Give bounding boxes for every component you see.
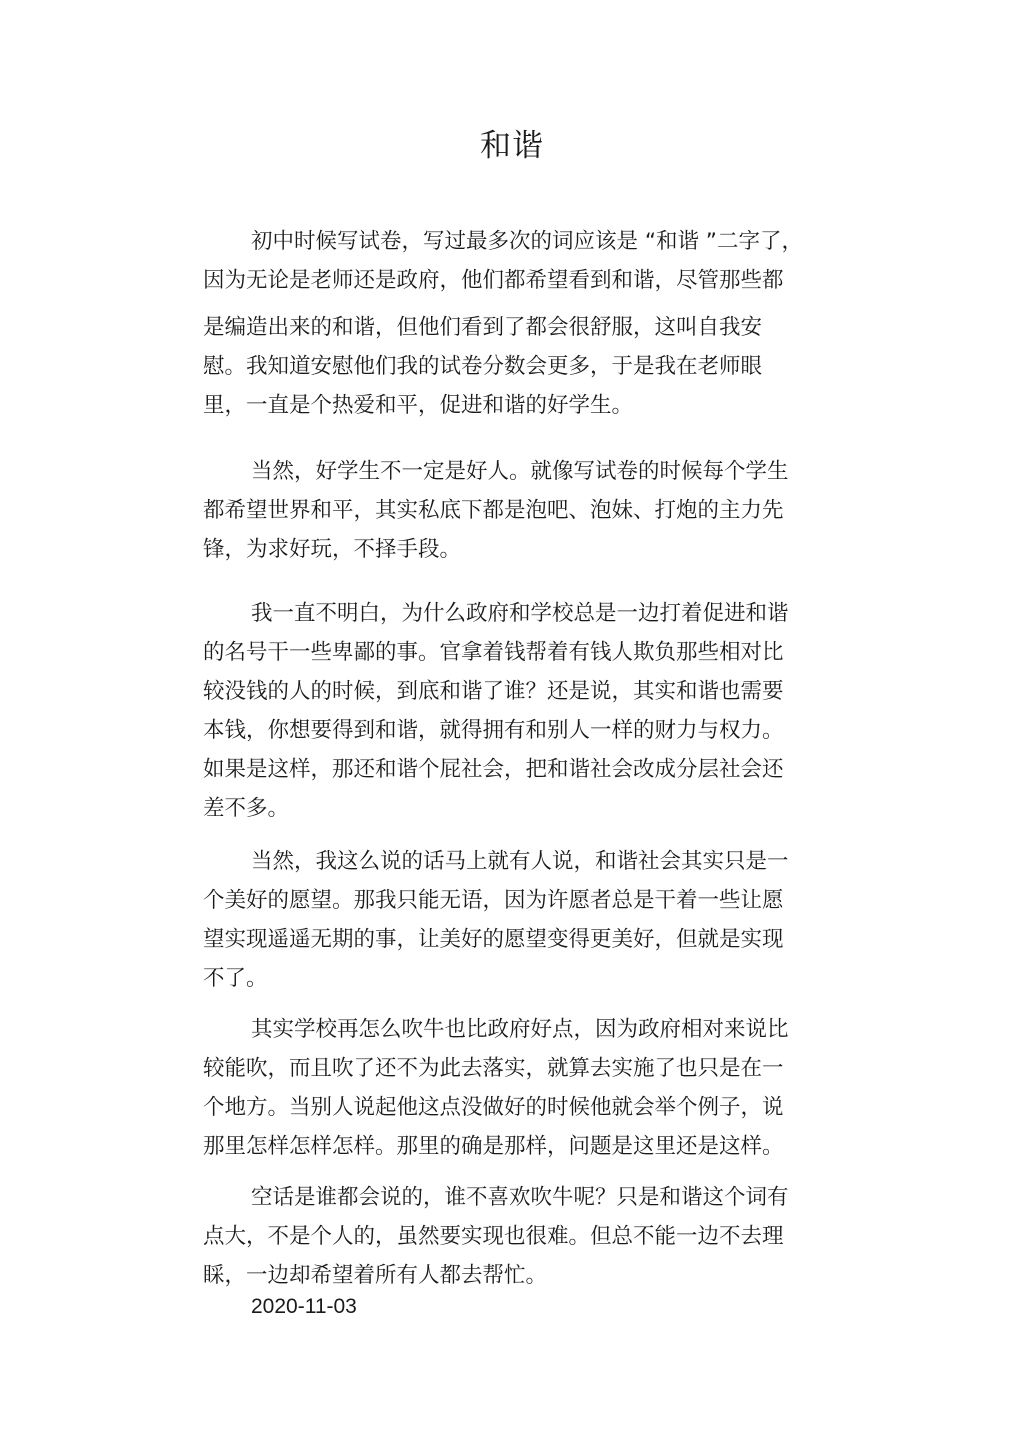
document-date: 2020-11-03 (251, 1295, 357, 1318)
paragraph-line: 初中时候写试卷，写过最多次的词应该是 “和谐 ”二字了， (251, 229, 803, 254)
paragraph-line: 如果是这样，那还和谐个屁社会，把和谐社会改成分层社会还 (203, 757, 784, 782)
page-title: 和谐 (480, 128, 544, 164)
paragraph-2 (203, 452, 823, 569)
paragraph-6 (203, 1178, 823, 1295)
paragraph-line: 因为无论是老师还是政府，他们都希望看到和谐，尽管那些都 (203, 268, 784, 293)
paragraph-line: 都希望世界和平，其实私底下都是泡吧、泡妹、打炮的主力先 (203, 498, 784, 523)
paragraph-line: 个美好的愿望。那我只能无语，因为许愿者总是干着一些让愿 (203, 888, 784, 913)
paragraph-5 (203, 1010, 823, 1166)
paragraph-4 (203, 842, 823, 998)
paragraph-line: 里，一直是个热爱和平，促进和谐的好学生。 (203, 393, 634, 418)
paragraph-line: 点大，不是个人的，虽然要实现也很难。但总不能一边不去理 (203, 1224, 784, 1249)
paragraph-3 (203, 594, 823, 828)
paragraph-line: 空话是谁都会说的，谁不喜欢吹牛呢？只是和谐这个词有 (251, 1185, 789, 1210)
paragraph-line: 当然，我这么说的话马上就有人说，和谐社会其实只是一 (251, 849, 789, 874)
paragraph-line: 个地方。当别人说起他这点没做好的时候他就会举个例子，说 (203, 1095, 784, 1120)
paragraph-line: 的名号干一些卑鄙的事。官拿着钱帮着有钱人欺负那些相对比 (203, 640, 784, 665)
paragraph-line: 那里怎样怎样怎样。那里的确是那样，问题是这里还是这样。 (203, 1134, 784, 1159)
paragraph-line: 差不多。 (203, 796, 290, 821)
paragraph-line: 是编造出来的和谐，但他们看到了都会很舒服，这叫自我安 (203, 315, 763, 340)
paragraph-1 (203, 222, 823, 425)
paragraph-line: 慰。我知道安慰他们我的试卷分数会更多，于是我在老师眼 (203, 354, 763, 379)
paragraph-line: 我一直不明白，为什么政府和学校总是一边打着促进和谐 (251, 601, 789, 626)
paragraph-line: 较没钱的人的时候，到底和谐了谁？还是说，其实和谐也需要 (203, 679, 784, 704)
paragraph-line: 不了。 (203, 966, 268, 991)
paragraph-line: 睬，一边却希望着所有人都去帮忙。 (203, 1263, 548, 1288)
paragraph-line: 本钱，你想要得到和谐，就得拥有和别人一样的财力与权力。 (203, 718, 784, 743)
paragraph-line: 较能吹，而且吹了还不为此去落实，就算去实施了也只是在一 (203, 1056, 784, 1081)
paragraph-line: 望实现遥遥无期的事，让美好的愿望变得更美好，但就是实现 (203, 927, 784, 952)
paragraph-line: 锋，为求好玩，不择手段。 (203, 537, 462, 562)
paragraph-line: 其实学校再怎么吹牛也比政府好点，因为政府相对来说比 (251, 1017, 789, 1042)
paragraph-line: 当然，好学生不一定是好人。就像写试卷的时候每个学生 (251, 459, 789, 484)
